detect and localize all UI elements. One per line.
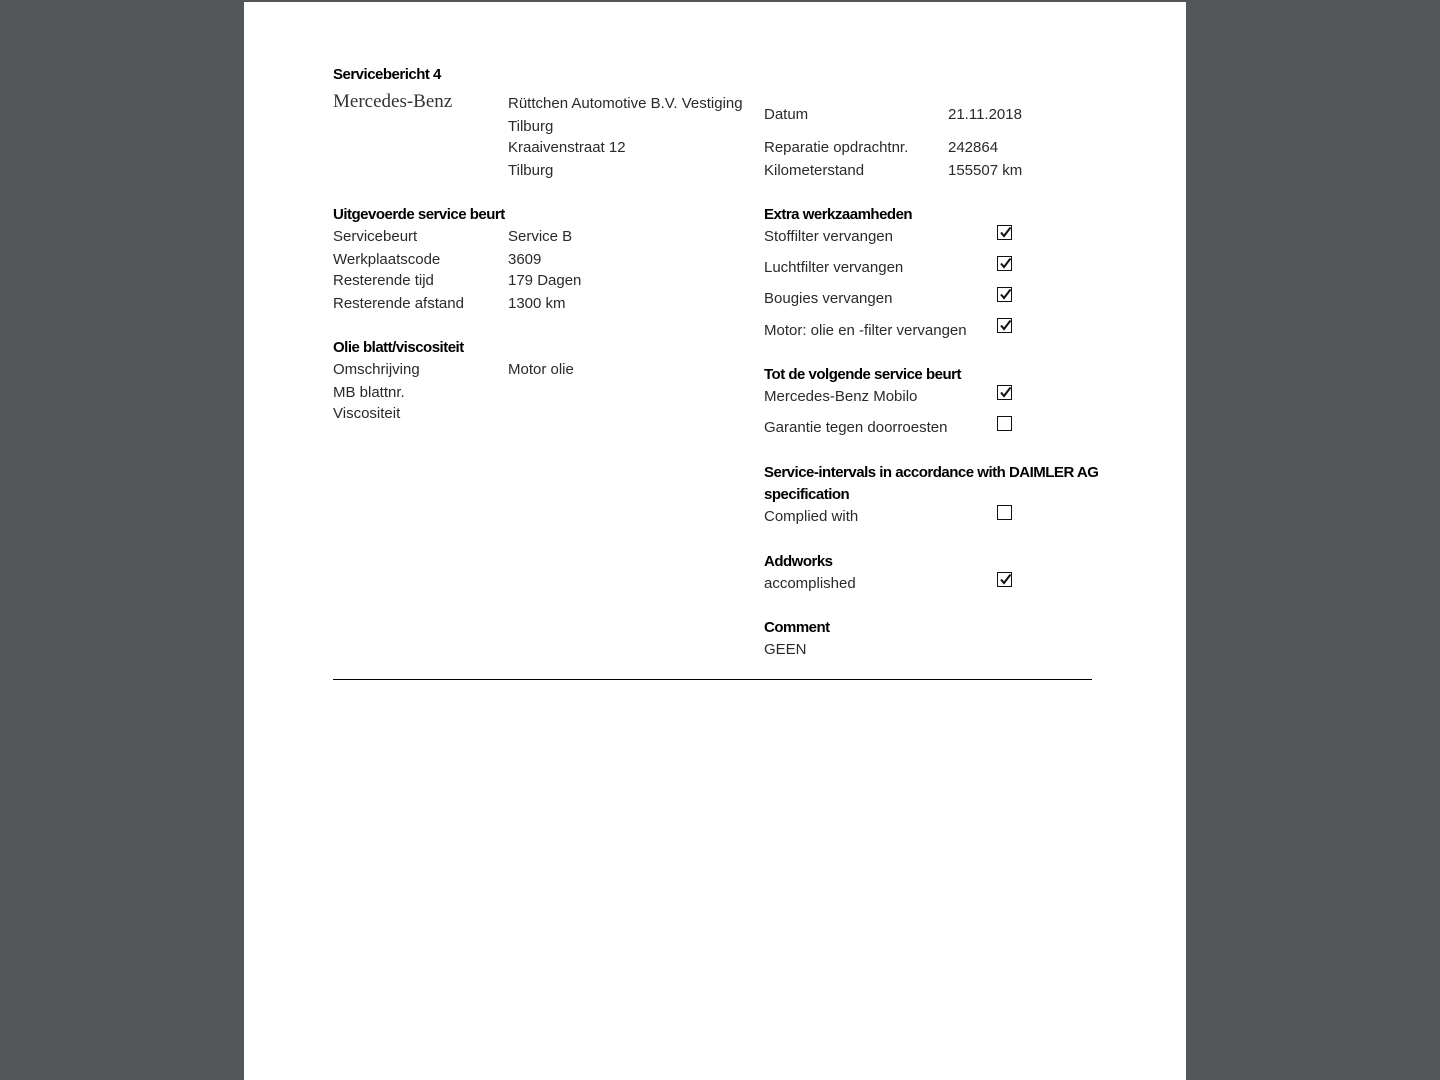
oil-heading: Olie blatt/viscositeit <box>333 339 464 356</box>
checkmark-icon <box>999 226 1012 239</box>
service-value: 3609 <box>508 251 542 268</box>
report-title: Servicebericht 4 <box>333 66 441 83</box>
checkbox[interactable] <box>997 385 1012 400</box>
checkbox[interactable] <box>997 256 1012 271</box>
meta-label-mileage: Kilometerstand <box>764 162 865 179</box>
dealer-city: Tilburg <box>508 118 554 135</box>
intervals-heading-cont: specification <box>764 486 850 503</box>
service-label: Werkplaatscode <box>333 251 441 268</box>
checkmark-icon <box>999 257 1012 270</box>
checkmark-icon <box>999 386 1012 399</box>
checkbox[interactable] <box>997 225 1012 240</box>
extra-heading: Extra werkzaamheden <box>764 206 913 223</box>
checkmark-icon <box>999 288 1012 301</box>
service-value: 1300 km <box>508 295 566 312</box>
addworks-item-label: accomplished <box>764 575 856 592</box>
extra-item-label: Bougies vervangen <box>764 290 893 307</box>
checkmark-icon <box>999 319 1012 332</box>
meta-value-order: 242864 <box>948 139 999 156</box>
next-item-label: Mercedes-Benz Mobilo <box>764 388 918 405</box>
service-value: 179 Dagen <box>508 272 582 289</box>
service-heading: Uitgevoerde service beurt <box>333 206 505 223</box>
checkbox[interactable] <box>997 287 1012 302</box>
service-value: Service B <box>508 228 573 245</box>
oil-label: Viscositeit <box>333 405 401 422</box>
intervals-item-label: Complied with <box>764 508 859 525</box>
addworks-heading: Addworks <box>764 553 833 570</box>
oil-label: MB blattnr. <box>333 384 405 401</box>
checkmark-icon <box>999 573 1012 586</box>
meta-value-date: 21.11.2018 <box>948 106 1022 123</box>
checkbox[interactable] <box>997 416 1012 431</box>
meta-label-order: Reparatie opdrachtnr. <box>764 139 909 156</box>
brand-logo-text: Mercedes-Benz <box>333 91 453 112</box>
dealer-postal-city: Tilburg <box>508 162 554 179</box>
extra-item-label: Luchtfilter vervangen <box>764 259 904 276</box>
oil-label: Omschrijving <box>333 361 420 378</box>
next-item-label: Garantie tegen doorroesten <box>764 419 948 436</box>
oil-value: Motor olie <box>508 361 574 378</box>
comment-heading: Comment <box>764 619 830 636</box>
service-label: Resterende afstand <box>333 295 464 312</box>
service-label: Servicebeurt <box>333 228 418 245</box>
meta-value-mileage: 155507 km <box>948 162 1023 179</box>
next-heading: Tot de volgende service beurt <box>764 366 961 383</box>
document-page <box>244 2 1186 1080</box>
extra-item-label: Motor: olie en -filter vervangen <box>764 322 967 339</box>
checkbox[interactable] <box>997 572 1012 587</box>
checkbox[interactable] <box>997 318 1012 333</box>
dealer-street: Kraaivenstraat 12 <box>508 139 626 156</box>
meta-label-date: Datum <box>764 106 809 123</box>
checkbox[interactable] <box>997 505 1012 520</box>
service-label: Resterende tijd <box>333 272 434 289</box>
extra-item-label: Stoffilter vervangen <box>764 228 893 245</box>
comment-text: GEEN <box>764 641 807 658</box>
divider-line <box>333 679 1092 680</box>
intervals-heading: Service-intervals in accordance with DAIMLER AG <box>764 464 1099 481</box>
dealer-name: Rüttchen Automotive B.V. Vestiging <box>508 95 743 112</box>
